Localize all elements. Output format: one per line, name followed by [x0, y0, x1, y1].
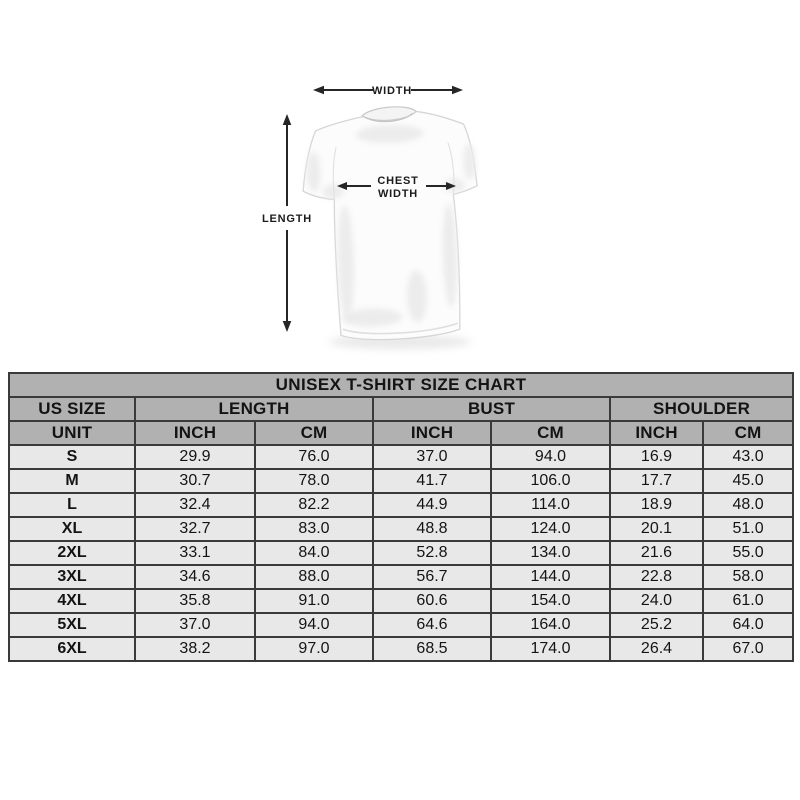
size-label-cell: M — [9, 469, 135, 493]
tshirt-measurement-diagram — [250, 62, 510, 364]
length-arrowhead-bottom — [283, 321, 292, 332]
tshirt-diagram-svg — [250, 62, 510, 364]
length-annotation — [262, 114, 312, 332]
length-inch-cell: 29.9 — [135, 445, 255, 469]
size-row — [9, 565, 793, 589]
bust-cm-cell: 144.0 — [491, 565, 610, 589]
size-label-cell: XL — [9, 517, 135, 541]
shoulder-inch-header: INCH — [610, 421, 703, 445]
bust-cm-cell: 124.0 — [491, 517, 610, 541]
shoulder-inch-cell: 21.6 — [610, 541, 703, 565]
bust-inch-header: INCH — [373, 421, 491, 445]
size-label-cell: 2XL — [9, 541, 135, 565]
bust-cm-cell: 174.0 — [491, 637, 610, 661]
bust-inch-cell: 60.6 — [373, 589, 491, 613]
size-row — [9, 637, 793, 661]
length-cm-cell: 91.0 — [255, 589, 373, 613]
shoulder-cm-cell: 51.0 — [703, 517, 793, 541]
shoulder-cm-cell: 64.0 — [703, 613, 793, 637]
shoulder-cm-cell: 61.0 — [703, 589, 793, 613]
length-cm-cell: 76.0 — [255, 445, 373, 469]
shoulder-cm-cell: 67.0 — [703, 637, 793, 661]
bust-cm-cell: 164.0 — [491, 613, 610, 637]
bust-inch-cell: 68.5 — [373, 637, 491, 661]
bust-cm-cell: 154.0 — [491, 589, 610, 613]
length-inch-cell: 37.0 — [135, 613, 255, 637]
length-cm-cell: 94.0 — [255, 613, 373, 637]
length-group-header: LENGTH — [135, 397, 373, 421]
shoulder-inch-cell: 26.4 — [610, 637, 703, 661]
size-label-cell: 6XL — [9, 637, 135, 661]
shoulder-cm-cell: 43.0 — [703, 445, 793, 469]
length-cm-cell: 78.0 — [255, 469, 373, 493]
column-group-header-row — [9, 397, 793, 421]
size-chart-title: UNISEX T-SHIRT SIZE CHART — [9, 373, 793, 397]
length-inch-cell: 32.4 — [135, 493, 255, 517]
tshirt-graphic — [301, 105, 481, 342]
shoulder-group-header: SHOULDER — [610, 397, 793, 421]
length-cm-cell: 97.0 — [255, 637, 373, 661]
bust-inch-cell: 44.9 — [373, 493, 491, 517]
us-size-header: US SIZE — [9, 397, 135, 421]
length-inch-cell: 35.8 — [135, 589, 255, 613]
length-inch-header: INCH — [135, 421, 255, 445]
size-label-cell: 5XL — [9, 613, 135, 637]
shoulder-cm-cell: 45.0 — [703, 469, 793, 493]
shoulder-inch-cell: 25.2 — [610, 613, 703, 637]
width-label: WIDTH — [371, 85, 413, 97]
size-row — [9, 445, 793, 469]
length-label: LENGTH — [261, 213, 313, 225]
size-label-cell: 4XL — [9, 589, 135, 613]
size-row — [9, 541, 793, 565]
chest-width-label-line2: WIDTH — [377, 188, 419, 200]
length-cm-cell: 84.0 — [255, 541, 373, 565]
length-cm-cell: 88.0 — [255, 565, 373, 589]
bust-cm-cell: 134.0 — [491, 541, 610, 565]
bust-inch-cell: 37.0 — [373, 445, 491, 469]
shoulder-inch-cell: 17.7 — [610, 469, 703, 493]
bust-inch-cell: 56.7 — [373, 565, 491, 589]
shoulder-inch-cell: 18.9 — [610, 493, 703, 517]
bust-inch-cell: 52.8 — [373, 541, 491, 565]
size-row — [9, 517, 793, 541]
size-label-cell: S — [9, 445, 135, 469]
shoulder-inch-cell: 20.1 — [610, 517, 703, 541]
unit-header-row — [9, 421, 793, 445]
shoulder-cm-header: CM — [703, 421, 793, 445]
length-inch-cell: 34.6 — [135, 565, 255, 589]
length-inch-cell: 38.2 — [135, 637, 255, 661]
unit-header: UNIT — [9, 421, 135, 445]
bust-cm-cell: 94.0 — [491, 445, 610, 469]
shoulder-inch-cell: 16.9 — [610, 445, 703, 469]
length-inch-cell: 32.7 — [135, 517, 255, 541]
size-table-body — [9, 445, 793, 661]
title-row — [9, 373, 793, 397]
size-row — [9, 613, 793, 637]
shoulder-cm-cell: 55.0 — [703, 541, 793, 565]
length-inch-cell: 33.1 — [135, 541, 255, 565]
size-label-cell: L — [9, 493, 135, 517]
chest-width-label-line1: CHEST — [377, 175, 419, 187]
bust-inch-cell: 41.7 — [373, 469, 491, 493]
shoulder-cm-cell: 48.0 — [703, 493, 793, 517]
size-row — [9, 469, 793, 493]
bust-group-header: BUST — [373, 397, 610, 421]
length-arrowhead-top — [283, 114, 292, 125]
size-label-cell: 3XL — [9, 565, 135, 589]
size-row — [9, 589, 793, 613]
size-row — [9, 493, 793, 517]
size-chart-table — [8, 372, 794, 662]
length-inch-cell: 30.7 — [135, 469, 255, 493]
width-arrowhead-right — [452, 86, 463, 95]
shoulder-cm-cell: 58.0 — [703, 565, 793, 589]
length-cm-cell: 82.2 — [255, 493, 373, 517]
bust-cm-header: CM — [491, 421, 610, 445]
bust-cm-cell: 106.0 — [491, 469, 610, 493]
shoulder-inch-cell: 22.8 — [610, 565, 703, 589]
bust-cm-cell: 114.0 — [491, 493, 610, 517]
length-cm-cell: 83.0 — [255, 517, 373, 541]
width-annotation — [313, 85, 463, 97]
shoulder-inch-cell: 24.0 — [610, 589, 703, 613]
bust-inch-cell: 64.6 — [373, 613, 491, 637]
width-arrowhead-left — [313, 86, 324, 95]
length-cm-header: CM — [255, 421, 373, 445]
bust-inch-cell: 48.8 — [373, 517, 491, 541]
